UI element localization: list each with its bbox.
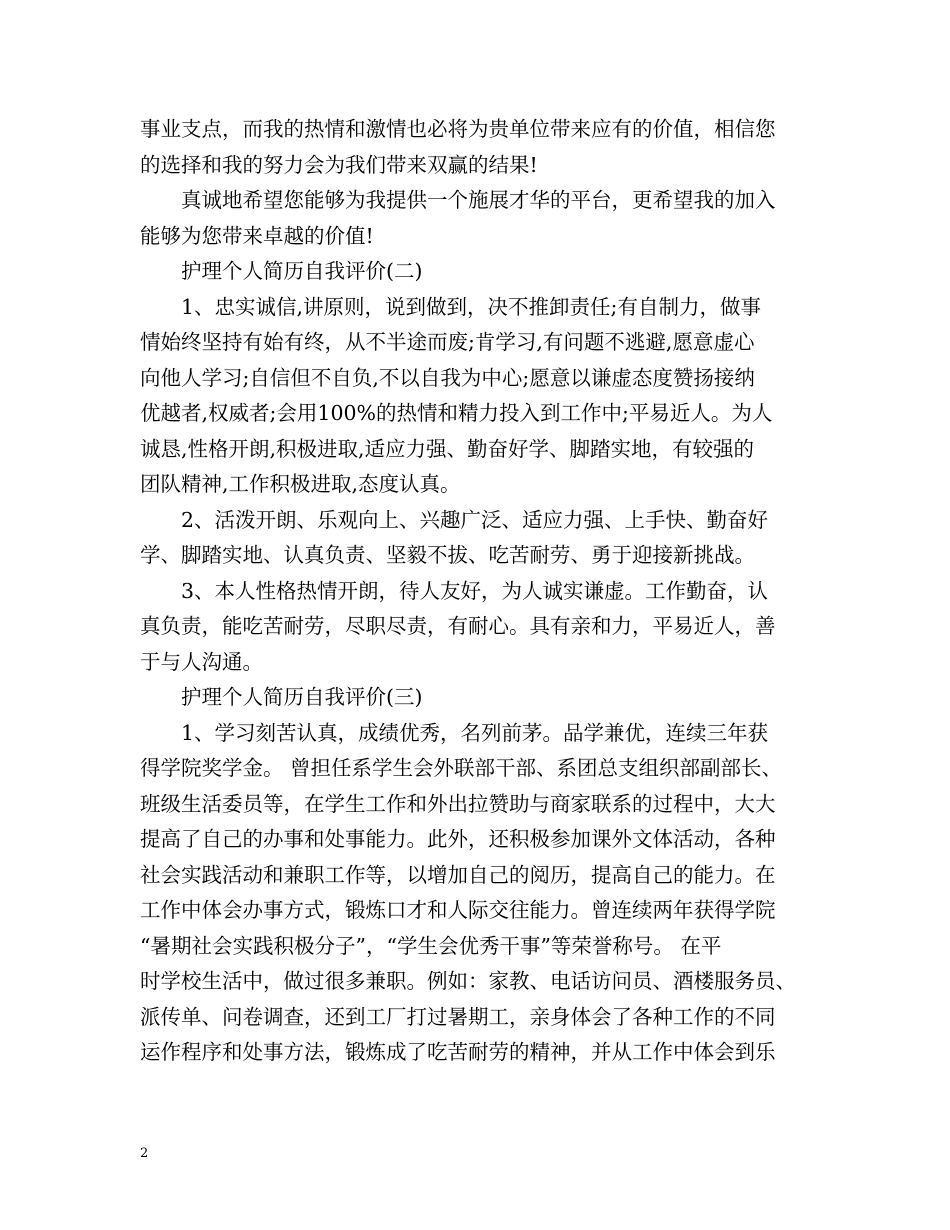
text-line: 团队精神,工作积极进取,态度认真。 [140, 472, 461, 496]
text-line: “暑期社会实践积极分子”，“学生会优秀干事”等荣誉称号。 在平 [140, 933, 722, 958]
text-line: 时学校生活中，做过很多兼职。例如：家教、电话访问员、酒楼服务员、 [140, 969, 796, 993]
text-line: 运作程序和处事方法，锻炼成了吃苦耐劳的精神，并从工作中体会到乐 [140, 1040, 776, 1064]
text-line: 派传单、问卷调查，还到工厂打过暑期工，亲身体会了各种工作的不同 [140, 1004, 776, 1029]
text-line: 真负责，能吃苦耐劳，尽职尽责，有耐心。具有亲和力，平易近人，善 [140, 614, 776, 638]
text-line: 于与人沟通。 [140, 649, 263, 674]
text-line: 优越者,权威者;会用100%的热情和精力投入到工作中;平易近人。为人 [140, 401, 773, 425]
text-line: 真诚地希望您能够为我提供一个施展才华的平台，更希望我的加入 [181, 188, 776, 212]
text-line: 情始终坚持有始有终，从不半途而废;肯学习,有问题不逃避,愿意虚心 [140, 330, 755, 354]
text-line: 3、本人性格热情开朗，待人友好，为人诚实谦虚。工作勤奋，认 [181, 578, 769, 603]
text-line: 得学院奖学金。 曾担任系学生会外联部干部、系团总支组织部副部长、 [140, 756, 783, 780]
text-line: 护理个人简历自我评价(二) [181, 259, 423, 283]
text-line: 班级生活委员等，在学生工作和外出拉赞助与商家联系的过程中，大大 [140, 791, 776, 816]
text-line: 提高了自己的办事和处事能力。此外，还积极参加课外文体活动，各种 [140, 827, 776, 851]
text-line: 向他人学习;自信但不自负,不以自我为中心;愿意以谦虚态度赞扬接纳 [140, 365, 755, 390]
text-line: 学、脚踏实地、认真负责、坚毅不拔、吃苦耐劳、勇于迎接新挑战。 [140, 543, 755, 567]
text-line: 能够为您带来卓越的价值! [140, 223, 374, 248]
text-line: 1、学习刻苦认真，成绩优秀，名列前茅。品学兼优，连续三年获 [181, 720, 769, 745]
text-line: 诚恳,性格开朗,积极进取,适应力强、勤奋好学、脚踏实地，有较强的 [140, 436, 755, 461]
document-body [140, 112, 820, 1071]
page-number: 2 [140, 1146, 149, 1161]
text-line: 护理个人简历自我评价(三) [181, 685, 423, 709]
text-line: 工作中体会办事方式，锻炼口才和人际交往能力。曾连续两年获得学院 [140, 898, 776, 922]
text-line: 2、活泼开朗、乐观向上、兴趣广泛、适应力强、上手快、勤奋好 [181, 507, 769, 532]
text-line: 社会实践活动和兼职工作等，以增加自己的阅历，提高自己的能力。在 [140, 862, 776, 887]
text-line: 1、忠实诚信,讲原则，说到做到，决不推卸责任;有自制力，做事 [181, 294, 761, 319]
text-line: 事业支点，而我的热情和激情也必将为贵单位带来应有的价值，相信您 [140, 117, 776, 141]
text-line: 的选择和我的努力会为我们带来双赢的结果! [140, 152, 538, 177]
